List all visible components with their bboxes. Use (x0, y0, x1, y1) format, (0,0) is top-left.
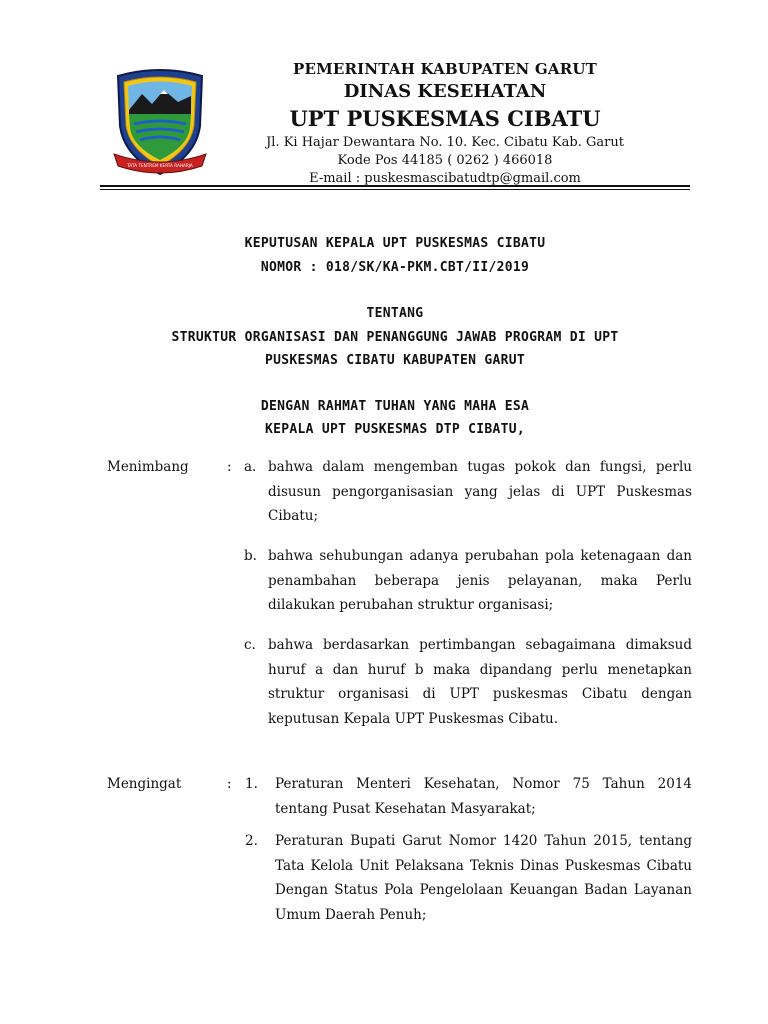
decree-number: NOMOR : 018/SK/KA-PKM.CBT/II/2019 (260, 260, 530, 275)
mengingat-label: Mengingat (107, 776, 182, 792)
menimbang-marker-c: c. (244, 637, 256, 653)
decree-title: KEPUTUSAN KEPALA UPT PUSKESMAS CIBATU (244, 236, 546, 251)
letterhead-address: Jl. Ki Hajar Dewantara No. 10. Kec. Cibatu Kab. Garut (266, 135, 624, 150)
mengingat-marker-1: 1. (245, 776, 258, 792)
letterhead-government: PEMERINTAH KABUPATEN GARUT (292, 60, 598, 78)
letterhead-institution: UPT PUSKESMAS CIBATU (289, 106, 601, 131)
garut-regency-crest-icon (110, 66, 210, 178)
menimbang-item-c: bahwa berdasarkan pertimbangan sebagaimana dimaksud huruf a dan huruf b maka dipandang perlu menetapkan struktur organisasi di UPT puskesmas Cibatu dengan keputusan Kepala UPT Puskesmas Cibatu. (268, 637, 692, 727)
letterhead-divider (100, 185, 690, 190)
crest-ribbon-text: TATA TENTREM KERTA RAHARJA (127, 163, 193, 168)
mengingat-item-1: Peraturan Menteri Kesehatan, Nomor 75 Tahun 2014 tentang Pusat Kesehatan Masyarakat; (275, 776, 692, 817)
tentang-heading: TENTANG (366, 306, 424, 321)
letterhead (225, 58, 665, 188)
letterhead-department: DINAS KESEHATAN (343, 81, 547, 102)
menimbang-marker-a: a. (244, 459, 257, 475)
menimbang-item-a: bahwa dalam mengemban tugas pokok dan fungsi, perlu disusun pengorganisasian yang jelas di UPT Puskesmas Cibatu; (268, 459, 692, 524)
decree-subject-line-2: PUSKESMAS CIBATU KABUPATEN GARUT (264, 353, 526, 368)
mengingat-colon: : (227, 776, 232, 792)
letterhead-email: E-mail : puskesmascibatudtp@gmail.com (309, 171, 581, 186)
mengingat-item-2: Peraturan Bupati Garut Nomor 1420 Tahun 2015, tentang Tata Kelola Unit Pelaksana Teknis Dinas Puskesmas Cibatu Dengan Status Pola Pengelolaan Keuangan Badan Layanan Umum Daerah Penuh; (275, 833, 692, 923)
menimbang-label: Menimbang (107, 459, 189, 475)
mengingat-marker-2: 2. (245, 833, 258, 849)
menimbang-item-b: bahwa sehubungan adanya perubahan pola ketenagaan dan penambahan beberapa jenis pelayanan, maka Perlu dilakukan perubahan struktur organisasi; (268, 548, 692, 613)
menimbang-colon: : (227, 459, 232, 475)
blessing-heading: DENGAN RAHMAT TUHAN YANG MAHA ESA (260, 399, 530, 414)
decree-subject-line-1: STRUKTUR ORGANISASI DAN PENANGGUNG JAWAB PROGRAM DI UPT (171, 330, 619, 345)
menimbang-marker-b: b. (244, 548, 257, 564)
letterhead-postal-phone: Kode Pos 44185 ( 0262 ) 466018 (337, 153, 553, 168)
authority-heading: KEPALA UPT PUSKESMAS DTP CIBATU, (264, 422, 526, 437)
